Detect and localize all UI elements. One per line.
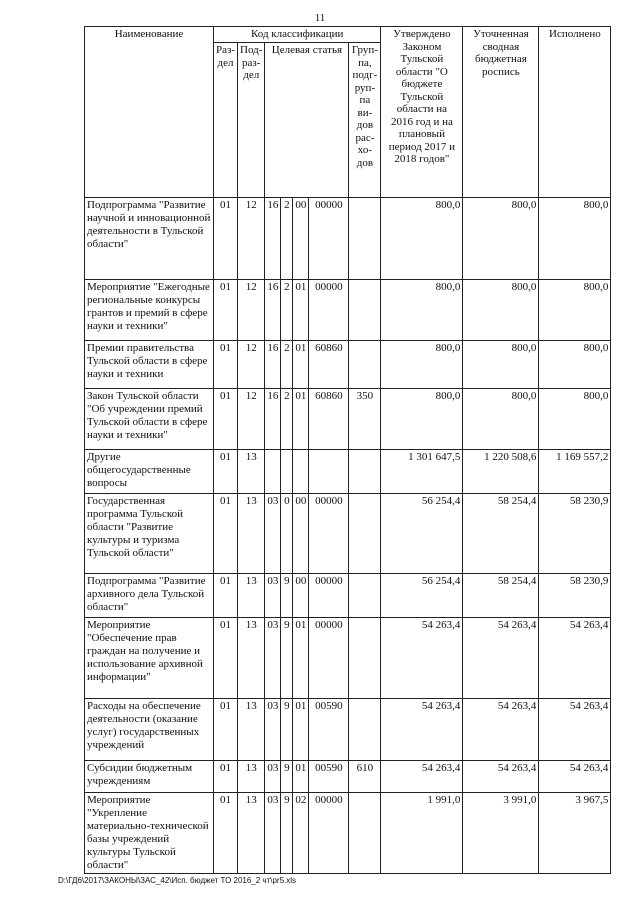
row-refined: 58 254,4 bbox=[463, 494, 539, 574]
row-refined: 800,0 bbox=[463, 280, 539, 341]
row-executed: 54 263,4 bbox=[539, 618, 611, 699]
table-row bbox=[85, 793, 611, 874]
table-row bbox=[85, 761, 611, 793]
row-target-3: 01 bbox=[293, 280, 309, 341]
row-executed: 800,0 bbox=[539, 198, 611, 280]
header-razdel: Раз- дел bbox=[214, 43, 238, 198]
row-target-4: 00000 bbox=[309, 494, 349, 574]
row-refined: 54 263,4 bbox=[463, 699, 539, 761]
row-name: Подпрограмма "Развитие архивного дела Тульской области" bbox=[85, 574, 214, 618]
row-razdel: 01 bbox=[214, 761, 238, 793]
row-refined: 58 254,4 bbox=[463, 574, 539, 618]
row-group: 350 bbox=[349, 389, 381, 450]
row-target-1: 03 bbox=[265, 494, 281, 574]
row-group bbox=[349, 280, 381, 341]
row-refined: 800,0 bbox=[463, 341, 539, 389]
row-podrazdel: 12 bbox=[238, 389, 265, 450]
row-podrazdel: 13 bbox=[238, 618, 265, 699]
table-row bbox=[85, 450, 611, 494]
row-target-1 bbox=[265, 450, 281, 494]
row-razdel: 01 bbox=[214, 699, 238, 761]
row-target-4: 60860 bbox=[309, 389, 349, 450]
row-podrazdel: 12 bbox=[238, 198, 265, 280]
row-target-2: 9 bbox=[281, 793, 293, 874]
row-group bbox=[349, 574, 381, 618]
row-name: Другие общегосударственные вопросы bbox=[85, 450, 214, 494]
row-name: Государственная программа Тульской области "Развитие культуры и туризма Тульской области" bbox=[85, 494, 214, 574]
file-path-footer: D:\ГД6\2017\ЗАКОНЫ\ЗАС_42\Исп. бюджет ТО 2016_2 чт\pr5.xls bbox=[58, 876, 297, 885]
row-target-3: 01 bbox=[293, 761, 309, 793]
row-razdel: 01 bbox=[214, 450, 238, 494]
row-approved: 54 263,4 bbox=[381, 618, 463, 699]
row-target-3: 00 bbox=[293, 574, 309, 618]
row-target-1: 03 bbox=[265, 761, 281, 793]
table-row bbox=[85, 341, 611, 389]
row-razdel: 01 bbox=[214, 574, 238, 618]
row-podrazdel: 13 bbox=[238, 699, 265, 761]
table-row bbox=[85, 699, 611, 761]
row-podrazdel: 13 bbox=[238, 793, 265, 874]
row-target-1: 16 bbox=[265, 198, 281, 280]
row-podrazdel: 13 bbox=[238, 494, 265, 574]
row-podrazdel: 13 bbox=[238, 450, 265, 494]
row-target-3: 00 bbox=[293, 494, 309, 574]
row-razdel: 01 bbox=[214, 494, 238, 574]
row-executed: 54 263,4 bbox=[539, 761, 611, 793]
row-approved: 56 254,4 bbox=[381, 494, 463, 574]
row-name: Мероприятие "Обеспечение прав граждан на получение и использование архивной информации" bbox=[85, 618, 214, 699]
row-group bbox=[349, 793, 381, 874]
row-group bbox=[349, 450, 381, 494]
row-target-1: 16 bbox=[265, 341, 281, 389]
row-target-2: 2 bbox=[281, 341, 293, 389]
row-razdel: 01 bbox=[214, 341, 238, 389]
row-razdel: 01 bbox=[214, 280, 238, 341]
row-target-3: 00 bbox=[293, 198, 309, 280]
row-podrazdel: 12 bbox=[238, 280, 265, 341]
row-approved: 54 263,4 bbox=[381, 761, 463, 793]
row-razdel: 01 bbox=[214, 198, 238, 280]
row-executed: 800,0 bbox=[539, 341, 611, 389]
row-razdel: 01 bbox=[214, 793, 238, 874]
row-target-2: 2 bbox=[281, 280, 293, 341]
row-name: Мероприятие "Укрепление материально-технической базы учреждений культуры Тульской области" bbox=[85, 793, 214, 874]
table-row bbox=[85, 574, 611, 618]
row-executed: 1 169 557,2 bbox=[539, 450, 611, 494]
row-target-2: 2 bbox=[281, 389, 293, 450]
row-group bbox=[349, 618, 381, 699]
row-target-2: 9 bbox=[281, 574, 293, 618]
row-executed: 58 230,9 bbox=[539, 574, 611, 618]
budget-table bbox=[84, 26, 611, 874]
row-refined: 800,0 bbox=[463, 198, 539, 280]
row-target-1: 03 bbox=[265, 699, 281, 761]
table-row bbox=[85, 618, 611, 699]
row-name: Закон Тульской области "Об учреждении премий Тульской области в сфере науки и техники" bbox=[85, 389, 214, 450]
row-executed: 800,0 bbox=[539, 280, 611, 341]
row-target-1: 16 bbox=[265, 389, 281, 450]
row-target-1: 03 bbox=[265, 618, 281, 699]
row-target-2: 9 bbox=[281, 699, 293, 761]
header-approved: Утверждено Законом Тульской области "О бюджете Тульской области на 2016 год и на плановый период 2017 и 2018 годов" bbox=[381, 27, 463, 198]
row-target-3: 01 bbox=[293, 341, 309, 389]
row-group bbox=[349, 341, 381, 389]
header-executed: Исполнено bbox=[539, 27, 611, 198]
row-executed: 3 967,5 bbox=[539, 793, 611, 874]
row-target-4: 00590 bbox=[309, 761, 349, 793]
row-target-2: 9 bbox=[281, 618, 293, 699]
row-target-3: 01 bbox=[293, 389, 309, 450]
row-approved: 800,0 bbox=[381, 280, 463, 341]
row-approved: 800,0 bbox=[381, 198, 463, 280]
header-group: Груп- па, подг- руп- па ви- дов рас- хо- дов bbox=[349, 43, 381, 198]
row-target-2: 2 bbox=[281, 198, 293, 280]
row-target-4: 00000 bbox=[309, 280, 349, 341]
row-executed: 54 263,4 bbox=[539, 699, 611, 761]
row-refined: 54 263,4 bbox=[463, 761, 539, 793]
row-target-4: 00590 bbox=[309, 699, 349, 761]
row-podrazdel: 12 bbox=[238, 341, 265, 389]
row-approved: 800,0 bbox=[381, 389, 463, 450]
row-group bbox=[349, 699, 381, 761]
row-target-2 bbox=[281, 450, 293, 494]
header-name: Наименование bbox=[85, 27, 214, 198]
row-refined: 1 220 508,6 bbox=[463, 450, 539, 494]
row-target-4: 60860 bbox=[309, 341, 349, 389]
row-target-4: 00000 bbox=[309, 198, 349, 280]
row-group bbox=[349, 494, 381, 574]
row-name: Мероприятие "Ежегодные региональные конкурсы грантов и премий в сфере науки и техники" bbox=[85, 280, 214, 341]
header-target: Целевая статья bbox=[265, 43, 349, 198]
row-podrazdel: 13 bbox=[238, 761, 265, 793]
row-refined: 54 263,4 bbox=[463, 618, 539, 699]
row-group: 610 bbox=[349, 761, 381, 793]
row-razdel: 01 bbox=[214, 618, 238, 699]
row-target-3: 02 bbox=[293, 793, 309, 874]
row-name: Премии правительства Тульской области в сфере науки и техники bbox=[85, 341, 214, 389]
row-approved: 54 263,4 bbox=[381, 699, 463, 761]
row-target-4: 00000 bbox=[309, 574, 349, 618]
page-number: 11 bbox=[314, 12, 326, 24]
row-name: Расходы на обеспечение деятельности (оказание услуг) государственных учреждений bbox=[85, 699, 214, 761]
row-target-1: 03 bbox=[265, 793, 281, 874]
table-row bbox=[85, 198, 611, 280]
row-target-4 bbox=[309, 450, 349, 494]
row-target-1: 16 bbox=[265, 280, 281, 341]
row-target-1: 03 bbox=[265, 574, 281, 618]
table-row bbox=[85, 494, 611, 574]
row-executed: 58 230,9 bbox=[539, 494, 611, 574]
row-target-4: 00000 bbox=[309, 793, 349, 874]
row-name: Подпрограмма "Развитие научной и инновационной деятельности в Тульской области" bbox=[85, 198, 214, 280]
row-name: Субсидии бюджетным учреждениям bbox=[85, 761, 214, 793]
row-target-3 bbox=[293, 450, 309, 494]
table-row bbox=[85, 389, 611, 450]
row-approved: 1 991,0 bbox=[381, 793, 463, 874]
row-approved: 1 301 647,5 bbox=[381, 450, 463, 494]
row-target-2: 0 bbox=[281, 494, 293, 574]
header-refined: Уточненная сводная бюджетная роспись bbox=[463, 27, 539, 198]
row-razdel: 01 bbox=[214, 389, 238, 450]
row-podrazdel: 13 bbox=[238, 574, 265, 618]
row-target-4: 00000 bbox=[309, 618, 349, 699]
row-refined: 800,0 bbox=[463, 389, 539, 450]
row-executed: 800,0 bbox=[539, 389, 611, 450]
row-target-2: 9 bbox=[281, 761, 293, 793]
row-group bbox=[349, 198, 381, 280]
header-podrazdel: Под- раз- дел bbox=[238, 43, 265, 198]
row-target-3: 01 bbox=[293, 618, 309, 699]
row-approved: 800,0 bbox=[381, 341, 463, 389]
row-approved: 56 254,4 bbox=[381, 574, 463, 618]
header-classification: Код классификации bbox=[214, 27, 381, 43]
row-refined: 3 991,0 bbox=[463, 793, 539, 874]
table-row bbox=[85, 280, 611, 341]
row-target-3: 01 bbox=[293, 699, 309, 761]
